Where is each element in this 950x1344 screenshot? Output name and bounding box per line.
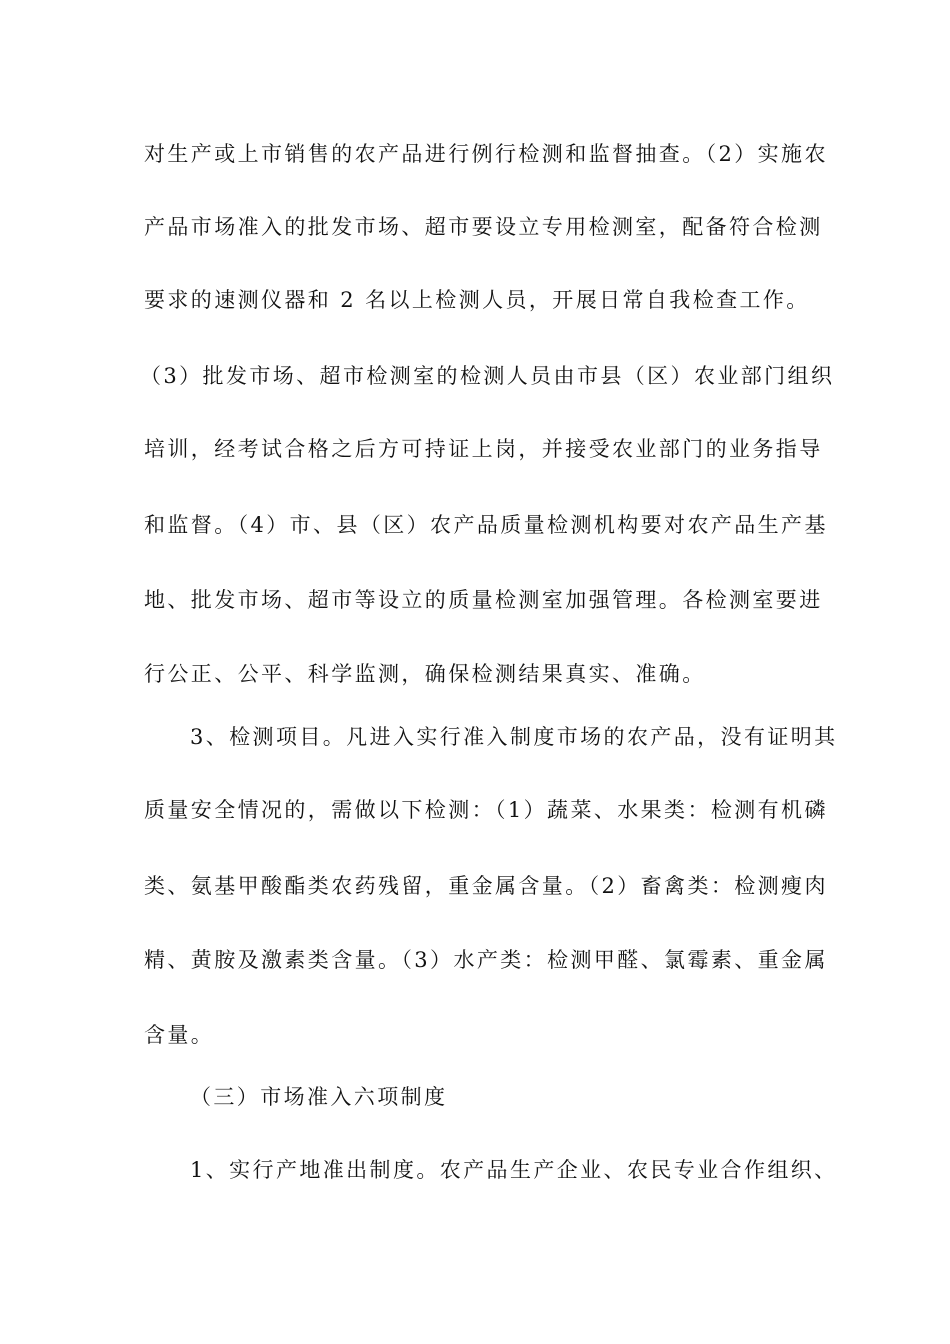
- body-text-line-5: 培训，经考试合格之后方可持证上岗，并接受农业部门的业务指导: [144, 437, 823, 461]
- paragraph-origin-exit-line-1: 1、实行产地准出制度。农产品生产企业、农民专业合作组织、: [190, 1158, 838, 1182]
- paragraph-detection-items-line-1: 3、检测项目。凡进入实行准入制度市场的农产品，没有证明其: [190, 725, 838, 749]
- body-text-line-8: 行公正、公平、科学监测，确保检测结果真实、准确。: [144, 662, 706, 686]
- body-text-line-11: 类、氨基甲酸酯类农药残留，重金属含量。（2）畜禽类：检测瘦肉: [144, 874, 828, 898]
- body-text-line-6: 和监督。（4）市、县（区）农产品质量检测机构要对农产品生产基: [144, 513, 828, 537]
- body-text-line-1: 对生产或上市销售的农产品进行例行检测和监督抽查。（2）实施农: [144, 142, 828, 166]
- body-text-line-10: 质量安全情况的，需做以下检测：（1）蔬菜、水果类：检测有机磷: [144, 798, 828, 822]
- body-text-line-12: 精、黄胺及激素类含量。（3）水产类：检测甲醛、氯霉素、重金属: [144, 948, 828, 972]
- body-text-line-7: 地、批发市场、超市等设立的质量检测室加强管理。各检测室要进: [144, 588, 823, 612]
- body-text-line-2: 产品市场准入的批发市场、超市要设立专用检测室，配备符合检测: [144, 215, 823, 239]
- body-text-line-4: （3）批发市场、超市检测室的检测人员由市县（区）农业部门组织: [140, 364, 835, 388]
- body-text-line-3: 要求的速测仪器和 2 名以上检测人员，开展日常自我检查工作。: [144, 288, 810, 312]
- body-text-line-13: 含量。: [144, 1023, 215, 1047]
- section-heading-market-access: （三）市场准入六项制度: [190, 1085, 448, 1109]
